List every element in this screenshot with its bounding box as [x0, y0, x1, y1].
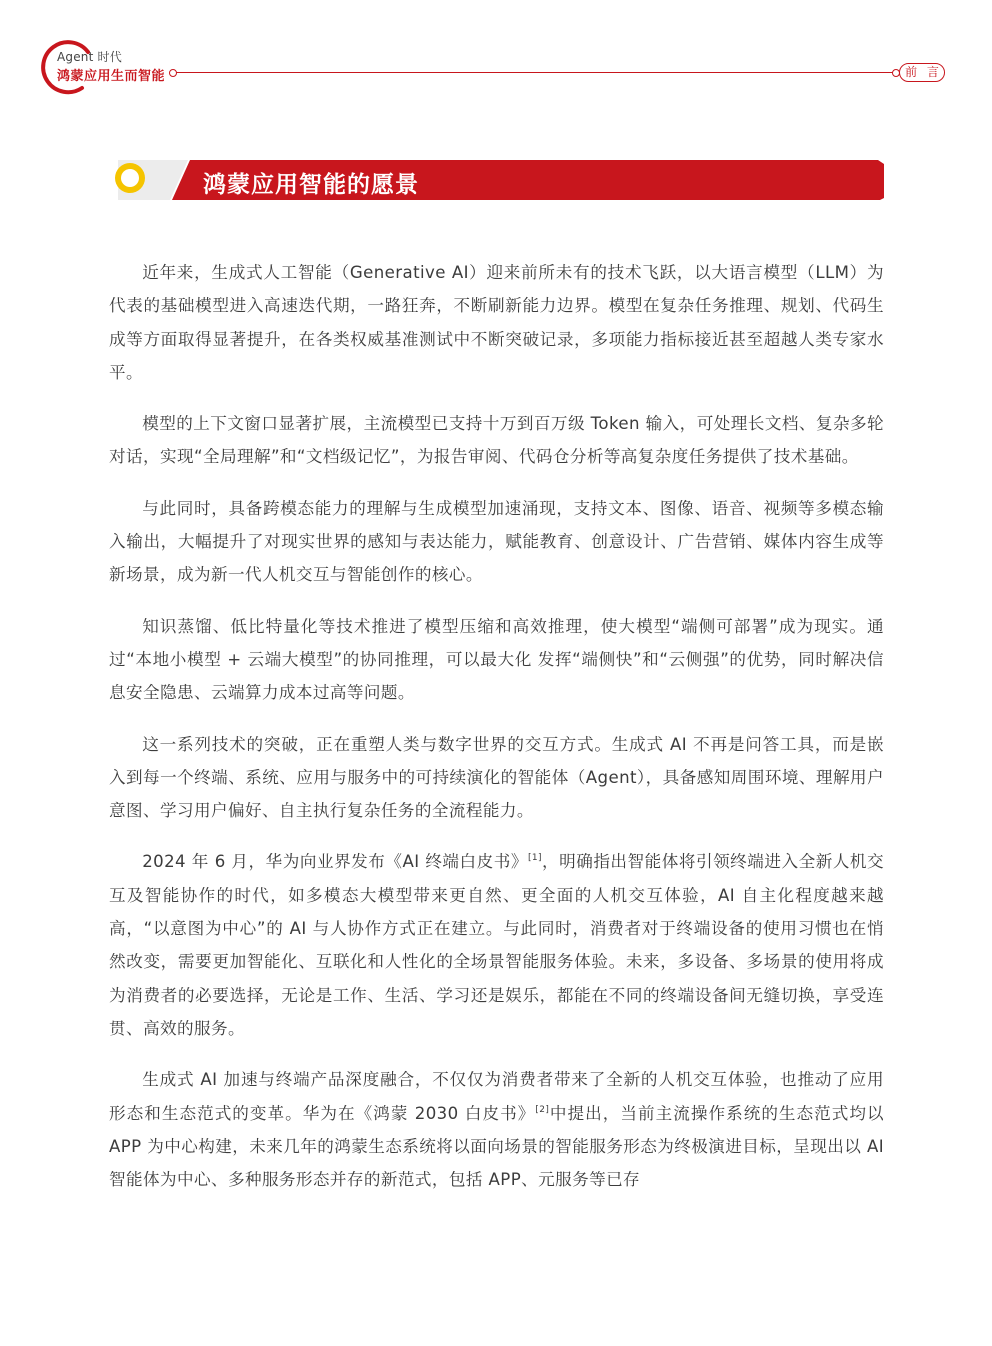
paragraph-7-text-b: 中提出，当前主流操作系统的生态范式均以 APP 为中心构建，未来几年的鸿蒙生态系统将以面向场景的智能服务形态为终极演进目标，呈现出以 AI 智能体为中心、多种服务形态并存的新范式，包括 APP、元服务等已存 [109, 1103, 885, 1190]
section-label: 前 言 [899, 63, 945, 82]
paragraph-6 [109, 845, 884, 1045]
paragraph-3: 与此同时，具备跨模态能力的理解与生成模型加速涌现，支持文本、图像、语音、视频等多模态输入输出，大幅提升了对现实世界的感知与表达能力，赋能教育、创意设计、广告营销、媒体内容生成等新场景，成为新一代人机交互与智能创作的核心。 [109, 498, 884, 585]
paragraph-4: 知识蒸馏、低比特量化等技术推进了模型压缩和高效推理，使大模型“端侧可部署”成为现实。通过“本地小模型 + 云端大模型”的协同推理，可以最大化 发挥“端侧快”和“云侧强”的优势，同时解决信息安全隐患、云端算力成本过高等问题。 [109, 616, 884, 703]
logo-title: 鸿蒙应用生而智能 [57, 69, 166, 84]
paragraph-6-text-b: ，明确指出智能体将引领终端进入全新人机交互及智能协作的时代，如多模态大模型带来更自然、更全面的人机交互体验，AI 自主化程度越来越高，“以意图为中心”的 AI 与人协作方式正在建立。与此同时，消费者对于终端设备的使用习惯也在悄然改变，需要更加智能化、互联化和人性化的全场景智能服务体验。未来，多设备、多场景的使用将成为消费者的必要选择，无论是工作、生活、学习还是娱乐，都能在不同的终端设备间无缝切换，享受连贯、高效的服务。 [109, 852, 884, 1038]
footnote-ref-2[interactable]: [2] [535, 1104, 550, 1115]
paragraph-7 [109, 1063, 884, 1196]
paragraph-2: 模型的上下文窗口显著扩展，主流模型已支持十万到百万级 Token 输入，可处理长文档、复杂多轮对话，实现“全局理解”和“文档级记忆”，为报告审阅、代码仓分析等高复杂度任务提供了技术基础。 [109, 414, 884, 467]
divider-dot-left [169, 69, 177, 77]
logo-tagline: Agent 时代 [57, 50, 122, 64]
paragraph-5: 这一系列技术的突破，正在重塑人类与数字世界的交互方式。生成式 AI 不再是问答工具，而是嵌入到每一个终端、系统、应用与服务中的可持续演化的智能体（Agent），具备感知周围环境、理解用户意图、学习用户偏好、自主执行复杂任务的全流程能力。 [109, 734, 884, 821]
body-text [109, 256, 884, 1214]
paragraph-7-text-a: 生成式 AI 加速与终端产品深度融合，不仅仅为消费者带来了全新的人机交互体验，也推动了应用形态和生态范式的变革。华为在《鸿蒙 2030 白皮书》 [109, 1070, 884, 1123]
section-title: 鸿蒙应用智能的愿景 [203, 172, 419, 198]
header-divider [175, 72, 893, 73]
paragraph-6-text-a: 2024 年 6 月，华为向业界发布《AI 终端白皮书》 [142, 852, 528, 872]
page-header [0, 0, 992, 110]
footnote-ref-1[interactable]: [1] [527, 853, 542, 864]
paragraph-1: 近年来，生成式人工智能（Generative AI）迎来前所未有的技术飞跃，以大语言模型（LLM）为代表的基础模型进入高速迭代期，一路狂奔，不断刷新能力边界。模型在复杂任务推理、规划、代码生成等方面取得显著提升，在各类权威基准测试中不断突破记录，多项能力指标接近甚至超越人类专家水平。 [109, 263, 884, 382]
